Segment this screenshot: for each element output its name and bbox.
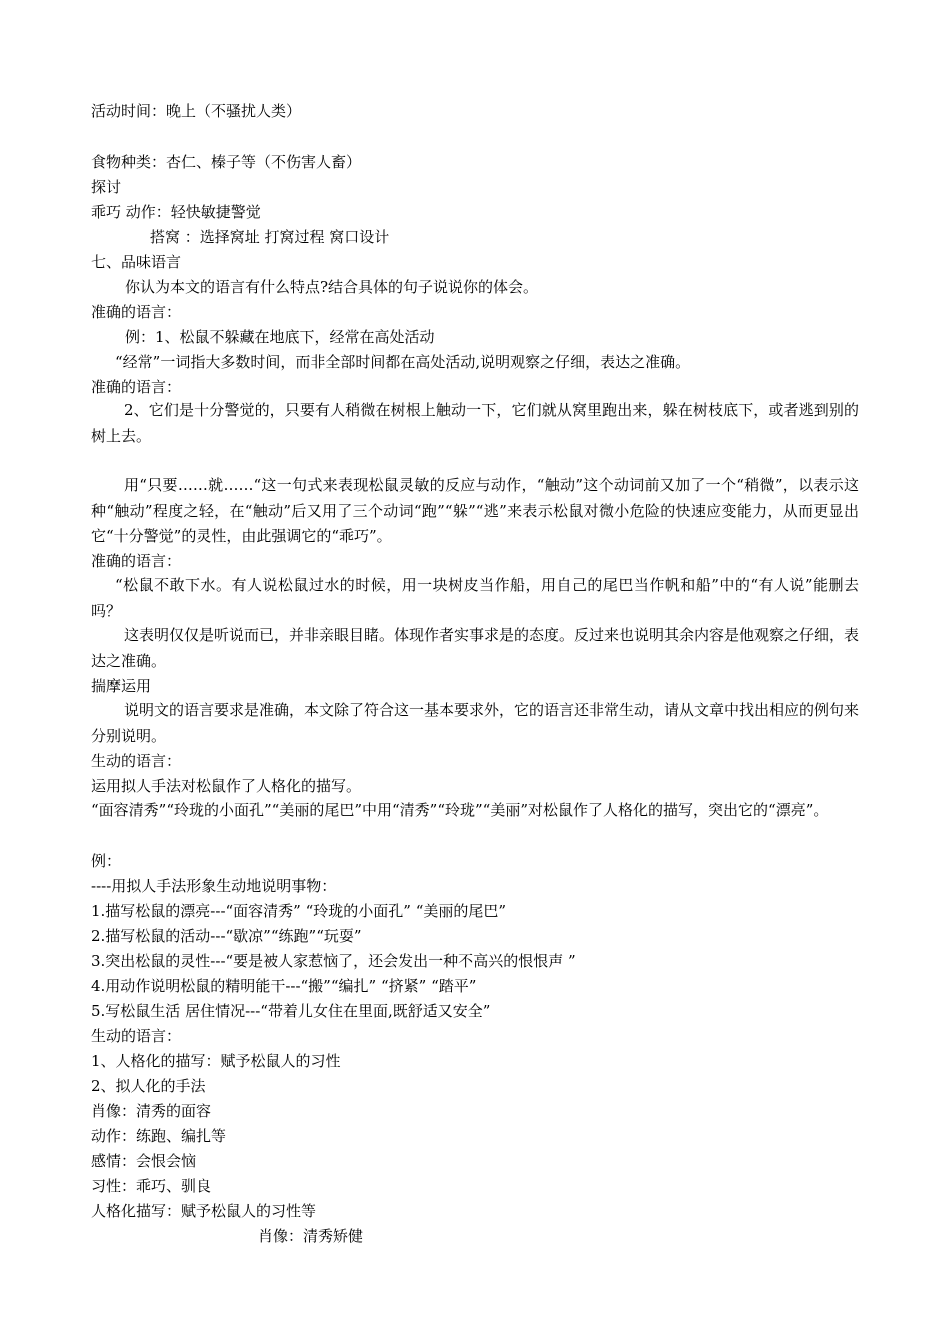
appearance-words-paragraph: “面容清秀”“玲珑的小面孔”“美丽的尾巴”中用“清秀”“玲珑”“美丽”对松鼠作了人格化的描写，突出它的“漂亮”。 (91, 801, 829, 819)
portrait-line: 肖像：清秀的面容 (91, 1102, 212, 1120)
question-line: 你认为本文的语言有什么特点?结合具体的句子说说你的体会。 (125, 278, 539, 296)
accurate-language-heading: 准确的语言： (91, 378, 182, 396)
list-item-beauty: 1.描写松鼠的漂亮---“面容清秀” “玲珑的小面孔” “美丽的尾巴” (91, 902, 507, 920)
personified-summary-line: 人格化描写：赋予松鼠人的习性等 (91, 1202, 317, 1220)
habit-line: 习性：乖巧、驯良 (91, 1177, 212, 1195)
accurate-language-heading: 准确的语言： (91, 303, 182, 321)
vivid-language-task-paragraph: 说明文的语言要求是准确，本文除了符合这一基本要求外，它的语言还非常生动，请从文章中找出相应的例句来分别说明。 (91, 701, 860, 745)
water-question-paragraph: “松鼠不敢下水。有人说松鼠过水的时候，用一块树皮当作船，用自己的尾巴当作帆和船”中的“有人说”能删去吗？ (91, 576, 859, 620)
nest-building-line: 搭窝 ：选择窝址 打窝过程 窝口设计 (150, 228, 390, 246)
emotion-line: 感情：会恨会恼 (91, 1152, 197, 1170)
example-one-line: 例：1、松鼠不躲藏在地底下，经常在高处活动 (125, 328, 435, 346)
action-line: 动作：练跑、编扎等 (91, 1127, 227, 1145)
list-item-actions: 4.用动作说明松鼠的精明能干---“搬”“编扎” “挤紧” “踏平” (91, 977, 477, 995)
vivid-language-heading: 生动的语言： (91, 1027, 182, 1045)
list-item-living: 5.写松鼠生活 居住情况---“带着儿女住在里面,既舒适又安全” (91, 1002, 491, 1020)
discussion-heading: 探讨 (91, 178, 122, 196)
personification-technique-line: 2、拟人化的手法 (91, 1077, 206, 1095)
often-explanation-line: “经常”一词指大多数时间，而非全部时间都在高处活动,说明观察之仔细，表达之准确。 (115, 353, 691, 371)
personified-description-line: 1、人格化的描写：赋予松鼠人的习性 (91, 1052, 341, 1070)
activity-time-line: 活动时间：晚上（不骚扰人类） (91, 102, 302, 120)
vivid-language-heading: 生动的语言： (91, 752, 182, 770)
clever-action-line: 乖巧 动作：轻快敏捷警觉 (91, 203, 261, 221)
personification-line: 运用拟人手法对松鼠作了人格化的描写。 (91, 777, 362, 795)
list-item-spirit: 3.突出松鼠的灵性---“要是被人家惹恼了，还会发出一种不高兴的恨恨声 ” (91, 952, 576, 970)
list-item-activity: 2.描写松鼠的活动---“歇凉”“练跑”“玩耍” (91, 927, 362, 945)
example-label: 例： (91, 852, 122, 870)
example-two-paragraph: 2、它们是十分警觉的，只要有人稍微在树根上触动一下，它们就从窝里跑出来，躲在树枝底下，或者逃到别的树上去。 (91, 401, 859, 445)
hearsay-analysis-paragraph: 这表明仅仅是听说而已，并非亲眼目睹。体现作者实事求是的态度。反过来也说明其余内容是他观察之仔细，表达之准确。 (91, 626, 860, 670)
personification-intro-line: ----用拟人手法形象生动地说明事物： (91, 877, 337, 895)
practice-heading: 揣摩运用 (91, 677, 152, 695)
portrait-detail-line: 肖像：清秀矫健 (258, 1227, 364, 1245)
alert-analysis-paragraph: 用“只要……就……“这一句式来表现松鼠灵敏的反应与动作，“触动”这个动词前又加了一个“稍微”，以表示这种“触动”程度之轻，在“触动”后又用了三个动词“跑”“躲”“逃”来表示松鼠对微小危险的快速应变能力，从而更显出它“十分警觉”的灵性，由此强调它的“乖巧”。 (91, 476, 859, 545)
food-type-line: 食物种类：杏仁、榛子等（不伤害人畜） (91, 153, 362, 171)
accurate-language-heading: 准确的语言： (91, 552, 182, 570)
section-seven-heading: 七、品味语言 (91, 253, 182, 271)
